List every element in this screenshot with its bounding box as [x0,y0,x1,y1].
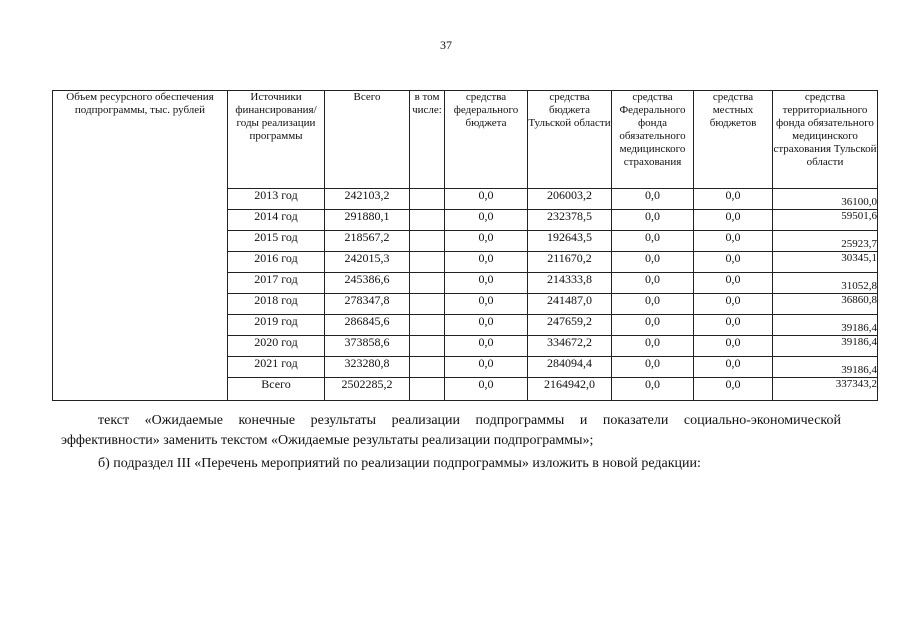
row-label: 2020 год [228,336,325,357]
cell-federal-fund: 0,0 [612,189,694,210]
row-label: Всего [228,378,325,401]
cell-including [410,315,445,336]
cell-regional: 284094,4 [528,357,612,378]
cell-total: 278347,8 [325,294,410,315]
header-federal: средства федерального бюджета [445,91,528,189]
cell-local: 0,0 [694,231,773,252]
cell-local: 0,0 [694,315,773,336]
cell-federal-fund: 0,0 [612,210,694,231]
cell-regional: 192643,5 [528,231,612,252]
cell-territorial: 39186,4 [773,315,878,336]
cell-territorial: 39186,4 [773,336,878,357]
cell-federal: 0,0 [445,357,528,378]
cell-local: 0,0 [694,378,773,401]
resource-table [52,90,878,401]
cell-territorial: 59501,6 [773,210,878,231]
cell-federal-fund: 0,0 [612,315,694,336]
cell-regional: 334672,2 [528,336,612,357]
cell-territorial: 36100,0 [773,189,878,210]
row-label: 2016 год [228,252,325,273]
cell-total: 323280,8 [325,357,410,378]
paragraph-text-replacement: текст «Ожидаемые конечные результаты реализации подпрограммы и показатели социально-экономической [98,413,841,428]
cell-regional: 2164942,0 [528,378,612,401]
row-label: 2017 год [228,273,325,294]
cell-federal: 0,0 [445,315,528,336]
cell-federal: 0,0 [445,378,528,401]
row-label: 2013 год [228,189,325,210]
cell-regional: 206003,2 [528,189,612,210]
cell-local: 0,0 [694,294,773,315]
cell-including [410,357,445,378]
cell-including [410,252,445,273]
cell-local: 0,0 [694,210,773,231]
cell-total: 373858,6 [325,336,410,357]
cell-territorial: 39186,4 [773,357,878,378]
cell-total: 291880,1 [325,210,410,231]
cell-federal-fund: 0,0 [612,378,694,401]
header-regional: средства бюджета Тульской области [528,91,612,189]
cell-local: 0,0 [694,357,773,378]
cell-total: 242103,2 [325,189,410,210]
cell-total: 218567,2 [325,231,410,252]
cell-including [410,294,445,315]
cell-territorial: 25923,7 [773,231,878,252]
paragraph-text-replacement-cont: эффективности» заменить текстом «Ожидаемые результаты реализации подпрограммы»; [61,433,594,448]
cell-regional: 232378,5 [528,210,612,231]
row-label: 2014 год [228,210,325,231]
cell-territorial: 31052,8 [773,273,878,294]
cell-federal: 0,0 [445,252,528,273]
cell-total: 286845,6 [325,315,410,336]
cell-federal: 0,0 [445,273,528,294]
header-total: Всего [325,91,410,189]
header-including: в том числе: [410,91,445,189]
header-local: средства местных бюджетов [694,91,773,189]
row-label: 2019 год [228,315,325,336]
cell-federal-fund: 0,0 [612,252,694,273]
cell-local: 0,0 [694,252,773,273]
cell-territorial: 30345,1 [773,252,878,273]
cell-federal-fund: 0,0 [612,231,694,252]
row-label: 2015 год [228,231,325,252]
cell-regional: 211670,2 [528,252,612,273]
paragraph-subsection-iii: б) подраздел III «Перечень мероприятий по реализации подпрограммы» изложить в новой редакции: [98,456,701,471]
cell-including [410,210,445,231]
row-label: 2021 год [228,357,325,378]
cell-federal: 0,0 [445,231,528,252]
cell-federal-fund: 0,0 [612,357,694,378]
cell-territorial: 36860,8 [773,294,878,315]
cell-federal-fund: 0,0 [612,336,694,357]
cell-federal-fund: 0,0 [612,273,694,294]
header-sources: Источники финансирования/ годы реализации программы [228,91,325,189]
cell-regional: 241487,0 [528,294,612,315]
cell-federal-fund: 0,0 [612,294,694,315]
cell-including [410,273,445,294]
cell-total: 242015,3 [325,252,410,273]
cell-federal: 0,0 [445,210,528,231]
cell-total: 245386,6 [325,273,410,294]
header-volume: Объем ресурсного обеспечения подпрограммы, тыс. рублей [53,91,228,401]
cell-federal: 0,0 [445,189,528,210]
cell-total: 2502285,2 [325,378,410,401]
cell-including [410,189,445,210]
row-label: 2018 год [228,294,325,315]
table-header-row [53,91,878,189]
cell-regional: 214333,8 [528,273,612,294]
cell-federal: 0,0 [445,294,528,315]
cell-local: 0,0 [694,189,773,210]
cell-including [410,378,445,401]
page-number: 37 [440,38,452,52]
cell-territorial: 337343,2 [773,378,878,401]
cell-including [410,336,445,357]
cell-local: 0,0 [694,273,773,294]
header-territorial-fund: средства территориального фонда обязательного медицинского страхования Тульской области [773,91,878,189]
cell-local: 0,0 [694,336,773,357]
cell-including [410,231,445,252]
header-federal-fund: средства Федерального фонда обязательного медицинского страхования [612,91,694,189]
cell-regional: 247659,2 [528,315,612,336]
cell-federal: 0,0 [445,336,528,357]
